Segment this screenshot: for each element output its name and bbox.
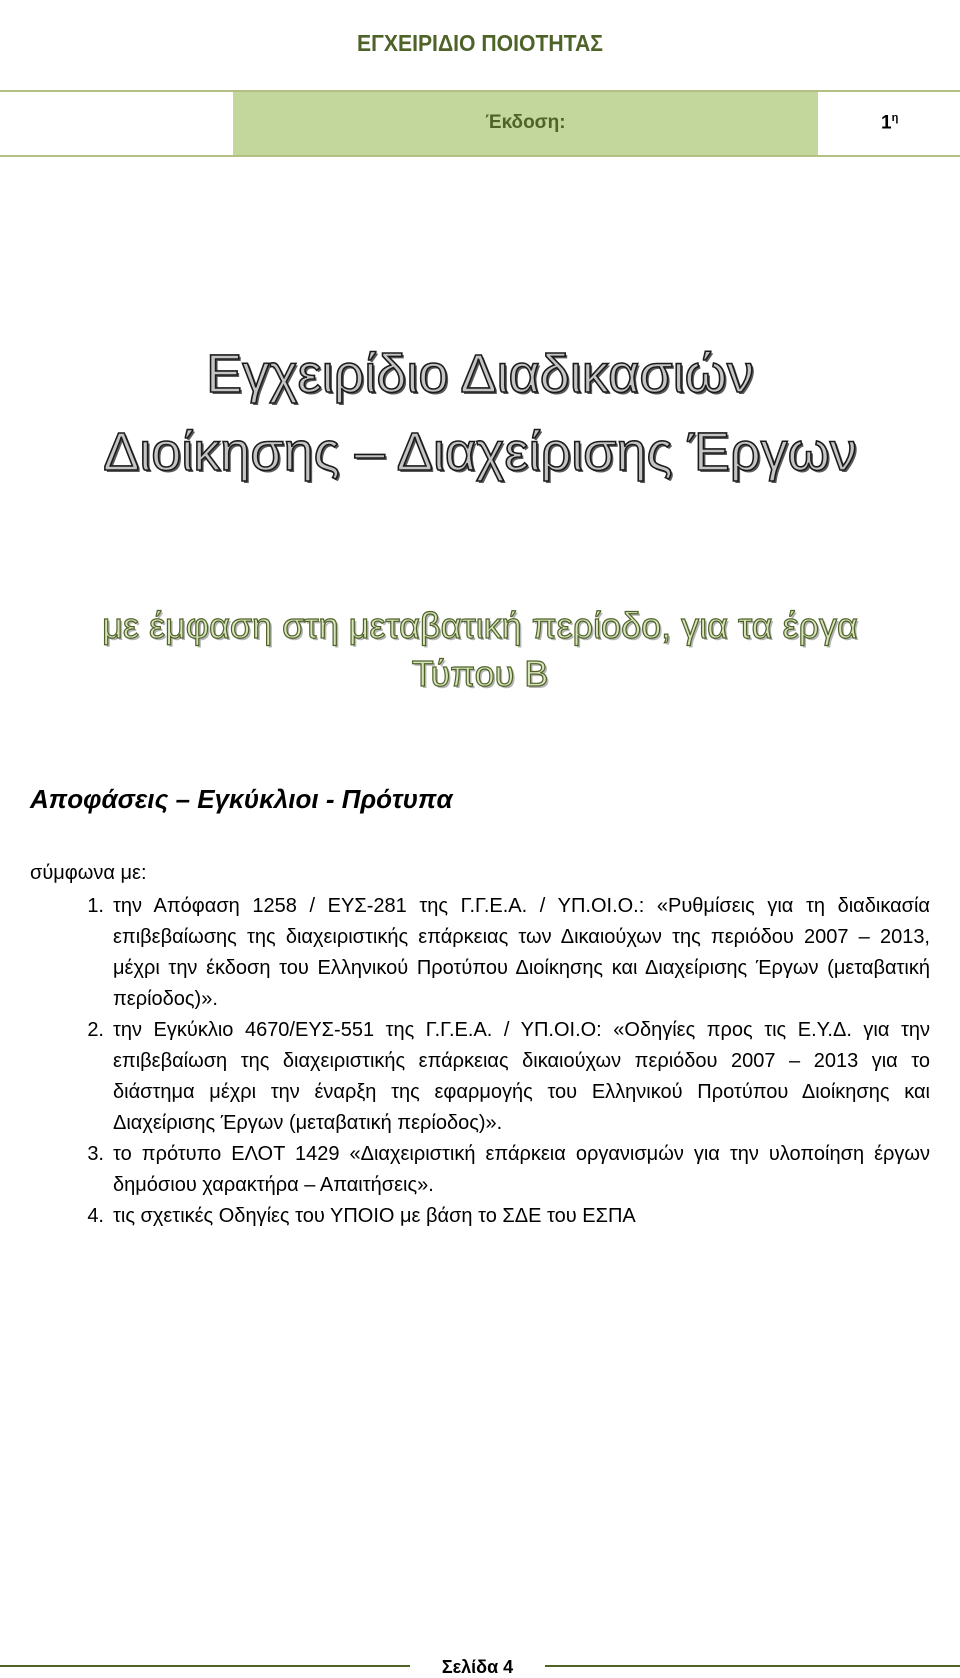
subtitle-line1: με έμφαση στη μεταβατική περίοδο, για τα έργα — [102, 605, 858, 646]
list-item-text: την Απόφαση 1258 / ΕΥΣ-281 της Γ.Γ.Ε.Α. / ΥΠ.ΟΙ.Ο.: «Ρυθμίσεις για τη διαδικασία επιβεβαίωσης της διαχειριστικής επάρκειας των Δικαιούχων της περιόδου 2007 – 2013, μέχρι την έκδοση του Ελληνικού Προτύπου Διοίκησης και Διαχείρισης Έργων (μεταβατική περίοδος)». — [113, 895, 930, 1010]
list-item-number: 2. — [87, 1019, 104, 1041]
header-edition-row — [0, 92, 960, 156]
edition-number: 1 — [881, 112, 892, 134]
page-number: Σελίδα 4 — [441, 1657, 514, 1677]
document-title-line1: Εγχειρίδιο Διαδικασιών — [206, 344, 754, 404]
footer-rule-right — [545, 1665, 960, 1667]
document-title-line2: Διοίκησης – Διαχείρισης Έργων — [103, 422, 857, 482]
list-item-text: το πρότυπο ΕΛΟΤ 1429 «Διαχειριστική επάρκεια οργανισμών για την υλοποίηση έργων δημόσιου χαρακτήρα – Απαιτήσεις». — [113, 1143, 930, 1196]
list-item-text: την Εγκύκλιο 4670/ΕΥΣ-551 της Γ.Γ.Ε.Α. / ΥΠ.ΟΙ.Ο: «Οδηγίες προς τις Ε.Υ.Δ. για την επιβεβαίωση της διαχειριστικής επάρκειας δικαιούχων περιόδου 2007 – 2013 για το διάστημα μέχρι την έναρξη της εφαρμογής του Ελληνικού Προτύπου Διοίκησης και Διαχείρισης Έργων (μεταβατική περίοδος)». — [113, 1019, 930, 1134]
section-heading: Αποφάσεις – Εγκύκλιοι - Πρότυπα — [30, 784, 453, 814]
subtitle-line2: Τύπου Β — [411, 653, 549, 694]
edition-label: Έκδοση: — [485, 112, 566, 133]
header-title: ΕΓΧΕΙΡΙΔΙΟ ΠΟΙΟΤΗΤΑΣ — [357, 30, 603, 56]
list-item-number: 1. — [87, 895, 104, 917]
list-item-number: 4. — [87, 1205, 104, 1227]
section-intro: σύμφωνα με: — [30, 862, 147, 884]
footer-rule-left — [0, 1665, 410, 1667]
list-item — [0, 891, 960, 1015]
list-item — [0, 1015, 960, 1139]
list-item — [0, 1201, 960, 1232]
header-rule-bottom — [0, 155, 960, 157]
references-list — [0, 891, 960, 1232]
list-item — [0, 1139, 960, 1201]
edition-superscript: η — [891, 112, 899, 124]
page-footer — [0, 1657, 960, 1677]
list-item-text: τις σχετικές Οδηγίες του ΥΠΟΙΟ με βάση το ΣΔΕ του ΕΣΠΑ — [113, 1205, 636, 1227]
list-item-number: 3. — [87, 1143, 104, 1165]
edition-value — [881, 112, 898, 134]
